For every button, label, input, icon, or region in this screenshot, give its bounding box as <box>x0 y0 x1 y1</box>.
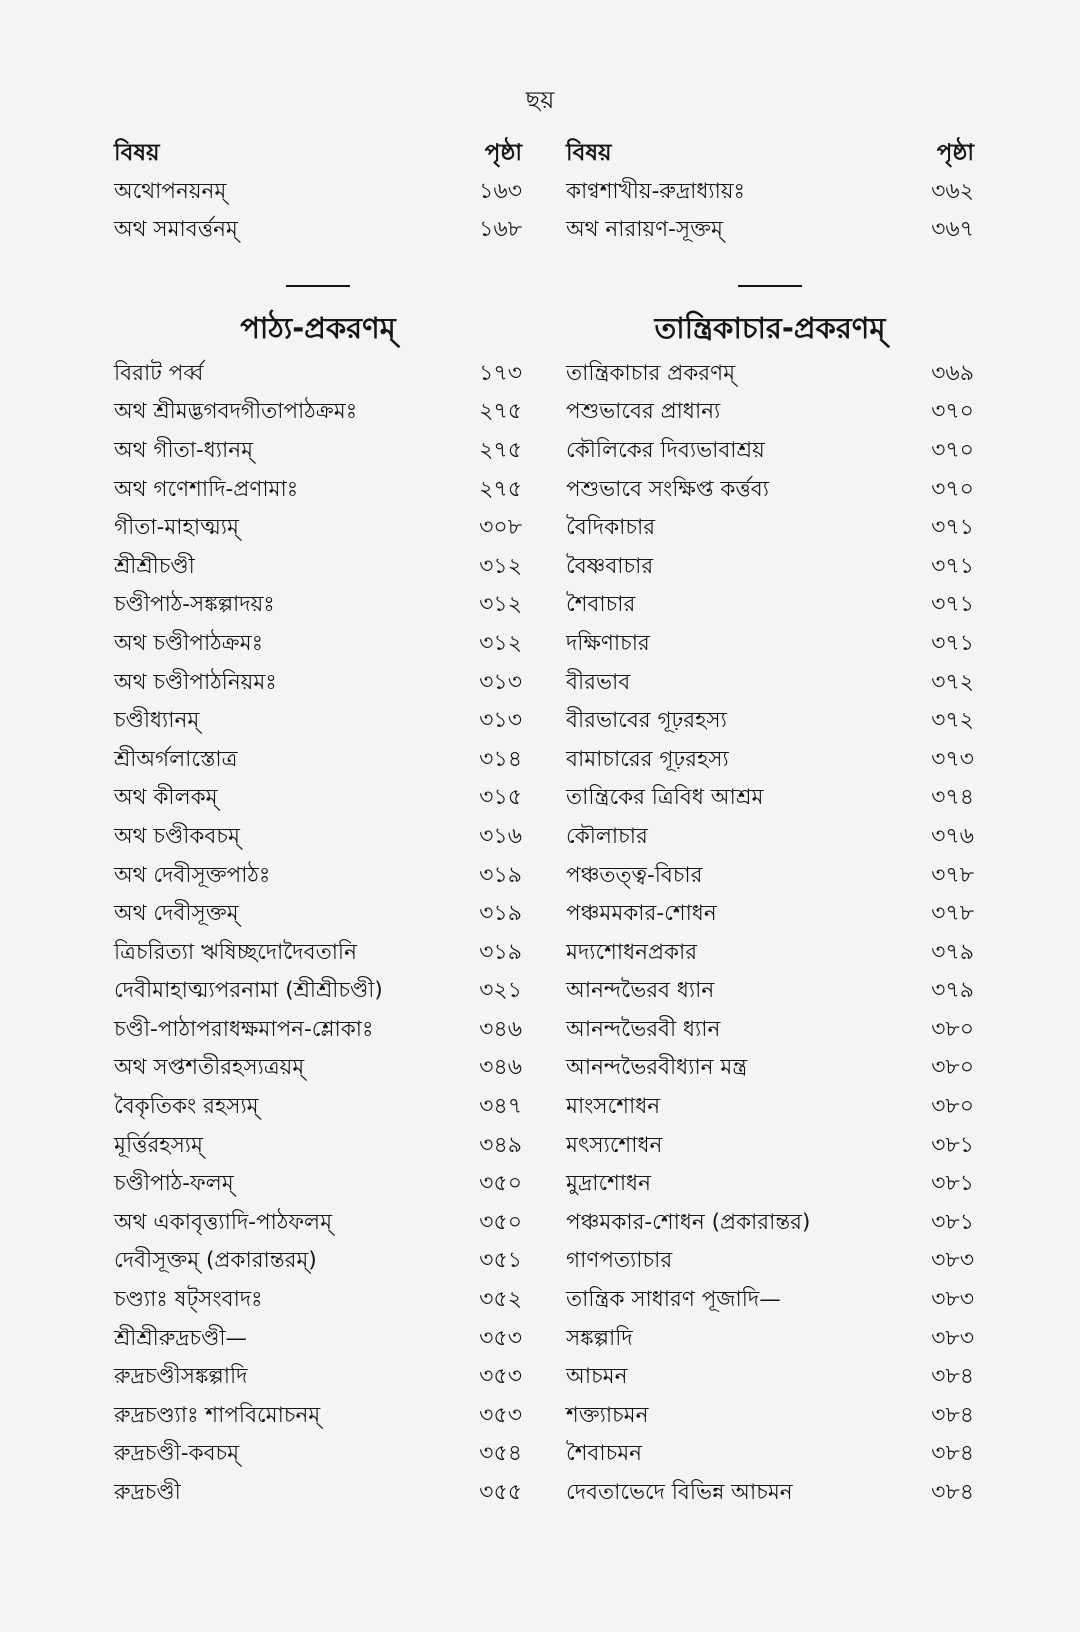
entry-title: গীতা-মাহাত্ম্যম্ <box>114 515 239 541</box>
toc-entry <box>566 779 974 818</box>
entry-title: শ্রীশ্রীচণ্ডী <box>114 553 195 579</box>
entry-title: দেবীমাহাত্ম্যপরনামা (শ্রীশ্রীচণ্ডী) <box>114 978 383 1004</box>
entry-page: ৩৭৬ <box>931 823 974 849</box>
entry-page: ৩৪৬ <box>479 1016 522 1042</box>
toc-entry <box>114 1358 522 1397</box>
entry-page: ৩৭৯ <box>931 978 974 1004</box>
entry-title: আনন্দভৈরবীধ্যান মন্ত্র <box>566 1055 748 1081</box>
toc-entry <box>566 509 974 548</box>
entry-page: ৩১৫ <box>479 785 522 811</box>
entry-title: দক্ষিণাচার <box>566 630 650 656</box>
toc-entry <box>566 1165 974 1204</box>
entry-page: ৩৪৬ <box>479 1055 522 1081</box>
entry-title: বীরভাব <box>566 669 631 695</box>
subject-heading: বিষয় <box>114 140 160 166</box>
toc-entry <box>114 664 522 703</box>
entry-title: তান্ত্রিকের ত্রিবিধ আশ্রম <box>566 785 764 811</box>
toc-entry <box>566 741 974 780</box>
toc-entry <box>566 173 974 212</box>
entry-title: বামাচারের গূঢ়রহস্য <box>566 746 729 772</box>
entry-title: রুদ্রচণ্ড্যাঃ শাপবিমোচনম্ <box>114 1402 321 1428</box>
page-number: ছয় <box>525 86 555 114</box>
toc-entry <box>114 548 522 587</box>
entry-title: রুদ্রচণ্ডী <box>114 1480 181 1505</box>
entry-page: ২৭৫ <box>479 437 522 463</box>
toc-entry <box>114 173 522 212</box>
entry-title: চণ্ড্যাঃ ষট্সংবাদঃ <box>114 1287 263 1313</box>
toc-entry <box>114 1435 522 1474</box>
entry-page: ৩৮৪ <box>931 1441 974 1467</box>
entry-title: অথ একাবৃত্ত্যাদি-পাঠফলম্ <box>114 1209 333 1235</box>
toc-entry <box>566 355 974 394</box>
entry-page: ৩৮০ <box>931 1094 974 1120</box>
section-title: তান্ত্রিকাচার-প্রকরণম্ <box>654 310 886 345</box>
toc-entry <box>114 895 522 934</box>
toc-entry <box>566 1435 974 1474</box>
toc-entry <box>566 1011 974 1050</box>
toc-entry <box>566 1281 974 1320</box>
entry-title: মাংসশোধন <box>566 1094 661 1120</box>
toc-entry <box>566 1088 974 1127</box>
entry-list <box>566 355 974 1513</box>
entry-page: ৩৫৩ <box>479 1364 522 1390</box>
entry-page: ৩৮৩ <box>931 1248 974 1274</box>
entry-title: চণ্ডী-পাঠাপরাধক্ষমাপন-শ্লোকাঃ <box>114 1016 374 1042</box>
toc-entry <box>566 972 974 1011</box>
entry-title: অথ সপ্তশতীরহস্যত্রয়ম্ <box>114 1055 305 1081</box>
entry-title: মূর্ত্তিরহস্যম্ <box>114 1132 203 1158</box>
entry-title: বীরভাবের গূঢ়রহস্য <box>566 708 727 734</box>
entry-list <box>114 355 522 1513</box>
entry-page: ৩৫৩ <box>479 1402 522 1428</box>
entry-page: ৩৭১ <box>931 515 974 541</box>
entry-page: ৩৮০ <box>931 1016 974 1042</box>
entry-title: শ্রীঅর্গলাস্তোত্র <box>114 746 238 772</box>
entry-page: ৩১৯ <box>479 939 522 965</box>
entry-title: মৎস্যশোধন <box>566 1132 663 1158</box>
entry-page: ৩১৬ <box>479 823 522 849</box>
entry-page: ৩৫৪ <box>479 1441 522 1467</box>
entry-title: পশুভাবে সংক্ষিপ্ত কর্ত্তব্য <box>566 476 769 502</box>
entry-title: শৈবাচমন <box>566 1441 642 1467</box>
toc-entry <box>114 432 522 471</box>
section-divider <box>738 285 802 287</box>
entry-title: বৈষ্ণবাচার <box>566 553 654 579</box>
entry-title: অথ চণ্ডীপাঠনিয়মঃ <box>114 669 277 695</box>
toc-entry <box>114 1320 522 1359</box>
subject-heading: বিষয় <box>566 140 612 166</box>
toc-entry <box>114 1204 522 1243</box>
entry-title: অথ শ্রীমদ্ভগবদগীতাপাঠক্রমঃ <box>114 399 358 425</box>
toc-entry <box>114 702 522 741</box>
toc-entry <box>566 1127 974 1166</box>
entry-page: ৩৫০ <box>479 1209 522 1235</box>
toc-entry <box>114 779 522 818</box>
entry-title: ত্রিচরিত্যা ঋষিচ্ছদোদৈবতানি <box>114 939 357 965</box>
entry-title: কাণ্বশাখীয়-রুদ্রাধ্যায়ঃ <box>566 178 746 204</box>
entry-title: রুদ্রচণ্ডী-কবচম্ <box>114 1441 240 1467</box>
entry-page: ৩৪৭ <box>479 1094 522 1120</box>
entry-title: অথোপনয়নম্ <box>114 178 227 204</box>
toc-entry <box>566 895 974 934</box>
toc-entry <box>114 509 522 548</box>
entry-page: ৩৭৩ <box>931 746 974 772</box>
entry-title: দেবতাভেদে বিভিন্ন আচমন <box>566 1480 793 1505</box>
toc-entry <box>566 1397 974 1436</box>
entry-page: ৩৬৯ <box>931 360 974 386</box>
entry-title: পশুভাবের প্রাধান্য <box>566 399 721 425</box>
entry-title: বৈদিকাচার <box>566 515 656 541</box>
toc-entry <box>566 586 974 625</box>
entry-page: ৩৫১ <box>479 1248 522 1274</box>
toc-entry <box>114 586 522 625</box>
entry-page: ৩৭৪ <box>931 785 974 811</box>
entry-title: আনন্দভৈরব ধ্যান <box>566 978 715 1004</box>
entry-title: দেবীসূক্তম্ (প্রকারান্তরম্) <box>114 1248 317 1274</box>
toc-header <box>114 134 522 173</box>
entry-page: ৩৭০ <box>931 399 974 425</box>
toc-entry <box>114 1397 522 1436</box>
entry-page: ৩৭১ <box>931 592 974 618</box>
entry-title: অথ সমাবর্ত্তনম্ <box>114 217 238 243</box>
entry-page: ৩৭২ <box>931 669 974 695</box>
entry-page: ৩৮৩ <box>931 1325 974 1351</box>
toc-entry <box>114 1281 522 1320</box>
entry-page: ৩৮১ <box>931 1171 974 1197</box>
entry-title: তান্ত্রিক সাধারণ পূজাদি— <box>566 1287 781 1313</box>
section-divider <box>286 285 350 287</box>
entry-title: পঞ্চতত্ত্ব-বিচার <box>566 862 703 888</box>
toc-entry <box>114 857 522 896</box>
entry-title: চণ্ডীপাঠ-সঙ্কল্পাদয়ঃ <box>114 592 275 618</box>
entry-title: অথ গীতা-ধ্যানম্ <box>114 437 254 463</box>
entry-page: ৩১৩ <box>479 669 522 695</box>
entry-page: ৩৬২ <box>931 178 974 204</box>
entry-title: সঙ্কল্পাদি <box>566 1325 633 1351</box>
entry-title: অথ চণ্ডীপাঠক্রমঃ <box>114 630 264 656</box>
page-heading: পৃষ্ঠা <box>484 140 522 166</box>
entry-title: পঞ্চমমকার-শোধন <box>566 901 717 927</box>
entry-page: ৩০৮ <box>479 515 522 541</box>
entry-page: ১৭৩ <box>479 360 522 386</box>
toc-entry <box>566 664 974 703</box>
entry-title: মুদ্রাশোধন <box>566 1171 651 1197</box>
page-heading: পৃষ্ঠা <box>936 140 974 166</box>
toc-entry <box>114 934 522 973</box>
toc-column-left <box>114 134 522 1513</box>
toc-entry <box>114 1242 522 1281</box>
toc-entry <box>566 857 974 896</box>
entry-page: ৩৪৯ <box>479 1132 522 1158</box>
entry-page: ২৭৫ <box>479 476 522 502</box>
entry-page: ৩৭০ <box>931 476 974 502</box>
entry-title: গাণপত্যাচার <box>566 1248 673 1274</box>
entry-page: ৩১৪ <box>479 746 522 772</box>
entry-title: চণ্ডীধ্যানম্ <box>114 708 200 734</box>
pre-entry-list <box>114 173 522 250</box>
entry-page: ৩৭০ <box>931 437 974 463</box>
entry-page: ৩৭১ <box>931 630 974 656</box>
toc-entry <box>114 1127 522 1166</box>
entry-page: ১৬৩ <box>479 178 522 204</box>
entry-title: অথ দেবীসূক্তপাঠঃ <box>114 862 271 888</box>
entry-title: শৈবাচার <box>566 592 636 618</box>
entry-title: অথ চণ্ডীকবচম্ <box>114 823 240 849</box>
toc-entry <box>114 972 522 1011</box>
pre-entry-list <box>566 173 974 250</box>
entry-page: ৩৮৩ <box>931 1287 974 1313</box>
entry-page: ৩৬৭ <box>931 217 974 243</box>
entry-page: ৩৮১ <box>931 1132 974 1158</box>
toc-entry <box>566 625 974 664</box>
entry-page: ৩৭৮ <box>931 901 974 927</box>
toc-entry <box>114 355 522 394</box>
toc-entry <box>566 1320 974 1359</box>
toc-entry <box>566 471 974 510</box>
toc-header <box>566 134 974 173</box>
toc-entry <box>114 1474 522 1513</box>
entry-title: বৈকৃতিকং রহস্যম্ <box>114 1094 259 1120</box>
entry-page: ২৭৫ <box>479 399 522 425</box>
entry-page: ৩৮১ <box>931 1209 974 1235</box>
entry-page: ৩৮৪ <box>931 1364 974 1390</box>
toc-entry <box>566 548 974 587</box>
entry-page: ৩১৩ <box>479 708 522 734</box>
entry-page: ৩৭৯ <box>931 939 974 965</box>
toc-entry <box>566 702 974 741</box>
entry-title: অথ নারায়ণ-সূক্তম্ <box>566 217 723 243</box>
section-title: পাঠ্য-প্রকরণম্ <box>240 310 396 345</box>
entry-page: ৩৫৫ <box>479 1480 522 1505</box>
entry-title: শ্রীশ্রীরুদ্রচণ্ডী— <box>114 1325 247 1351</box>
toc-entry <box>114 1088 522 1127</box>
toc-entry <box>566 1049 974 1088</box>
toc-entry <box>114 818 522 857</box>
entry-title: চণ্ডীপাঠ-ফলম্ <box>114 1171 234 1197</box>
entry-title: অথ দেবীসূক্তম্ <box>114 901 239 927</box>
toc-column-right <box>566 134 974 1513</box>
entry-title: আচমন <box>566 1364 628 1390</box>
entry-title: অথ গণেশাদি-প্রণামাঃ <box>114 476 299 502</box>
entry-page: ৩১২ <box>479 630 522 656</box>
toc-entry <box>566 1242 974 1281</box>
entry-page: ৩৮৪ <box>931 1480 974 1505</box>
entry-page: ৩২১ <box>479 978 522 1004</box>
entry-page: ৩৭৮ <box>931 862 974 888</box>
entry-page: ৩৮৪ <box>931 1402 974 1428</box>
entry-page: ৩১৯ <box>479 862 522 888</box>
entry-page: ১৬৮ <box>479 217 522 243</box>
toc-entry <box>114 471 522 510</box>
entry-title: বিরাট পর্ব্ব <box>114 360 204 386</box>
entry-title: অথ কীলকম্ <box>114 785 218 811</box>
entry-title: মদ্যশোধনপ্রকার <box>566 939 698 965</box>
entry-page: ৩১২ <box>479 592 522 618</box>
toc-entry <box>566 211 974 250</box>
entry-title: আনন্দভৈরবী ধ্যান <box>566 1016 721 1042</box>
toc-entry <box>566 818 974 857</box>
toc-entry <box>566 432 974 471</box>
entry-page: ৩৭১ <box>931 553 974 579</box>
toc-entry <box>114 1011 522 1050</box>
entry-page: ৩৫০ <box>479 1171 522 1197</box>
entry-title: রুদ্রচণ্ডীসঙ্কল্পাদি <box>114 1364 248 1390</box>
toc-entry <box>114 211 522 250</box>
toc-entry <box>566 1204 974 1243</box>
toc-entry <box>566 1358 974 1397</box>
entry-page: ৩৭২ <box>931 708 974 734</box>
entry-page: ৩৮০ <box>931 1055 974 1081</box>
toc-entry <box>114 1049 522 1088</box>
toc-entry <box>114 741 522 780</box>
toc-entry <box>566 393 974 432</box>
toc-entry <box>114 1165 522 1204</box>
entry-page: ৩৫২ <box>479 1287 522 1313</box>
toc-entry <box>566 1474 974 1513</box>
toc-entry <box>114 393 522 432</box>
entry-title: শক্ত্যাচমন <box>566 1402 649 1428</box>
toc-entry <box>114 625 522 664</box>
entry-title: কৌলাচার <box>566 823 648 849</box>
entry-title: পঞ্চমকার-শোধন (প্রকারান্তর) <box>566 1209 811 1235</box>
entry-title: তান্ত্রিকাচার প্রকরণম্ <box>566 360 736 386</box>
toc-entry <box>566 934 974 973</box>
entry-title: কৌলিকের দিব্যভাবাশ্রয় <box>566 437 765 463</box>
entry-page: ৩৫৩ <box>479 1325 522 1351</box>
entry-page: ৩১২ <box>479 553 522 579</box>
entry-page: ৩১৯ <box>479 901 522 927</box>
